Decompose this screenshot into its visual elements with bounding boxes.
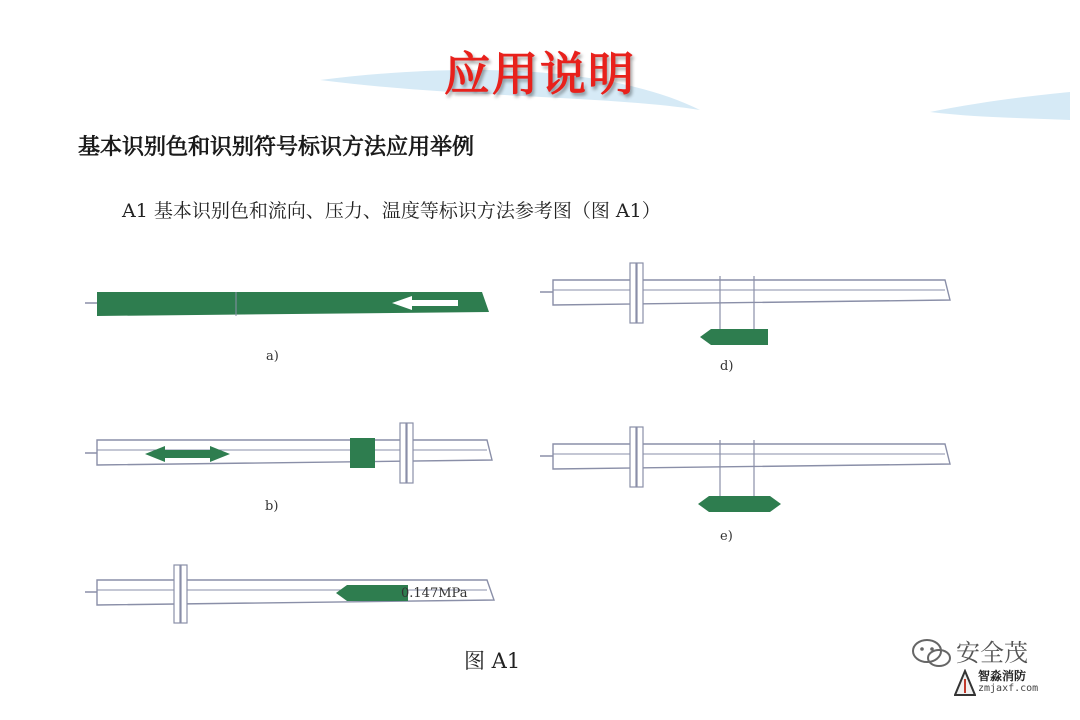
bidirectional-arrow-icon bbox=[145, 446, 230, 462]
panel-d-label: d) bbox=[720, 359, 734, 374]
flange bbox=[630, 263, 636, 323]
pressure-value: 0.147MPa bbox=[401, 586, 468, 601]
flange bbox=[400, 423, 406, 483]
section-subtitle: 基本识别色和识别符号标识方法应用举例 bbox=[78, 134, 475, 160]
flange bbox=[174, 565, 180, 623]
figure-label: 图 A1 bbox=[464, 649, 521, 673]
watermark bbox=[910, 631, 1060, 706]
watermark-url: zmjaxf.com bbox=[978, 683, 1039, 694]
panel-a bbox=[85, 292, 489, 364]
pressure-marker bbox=[336, 585, 408, 601]
color-band bbox=[350, 438, 375, 468]
panel-e-label: e) bbox=[720, 529, 733, 544]
panel-e bbox=[540, 427, 950, 544]
temperature-marker bbox=[700, 329, 768, 345]
flange bbox=[630, 427, 636, 487]
page-title: 应用说明 bbox=[444, 47, 636, 101]
panel-d bbox=[540, 263, 950, 374]
watermark-name: 安全茂 bbox=[956, 639, 1028, 667]
wechat-icon bbox=[910, 633, 954, 673]
watermark-sub: 智淼消防 bbox=[978, 669, 1027, 683]
logo-icon bbox=[954, 669, 976, 699]
bidirectional-marker bbox=[698, 496, 781, 512]
figure-caption: A1 基本识别色和流向、压力、温度等标识方法参考图（图 A1） bbox=[122, 200, 661, 222]
panel-a-label: a) bbox=[266, 349, 279, 364]
panel-b-label: b) bbox=[265, 499, 279, 514]
panel-b bbox=[85, 423, 492, 514]
panel-c bbox=[85, 565, 494, 623]
